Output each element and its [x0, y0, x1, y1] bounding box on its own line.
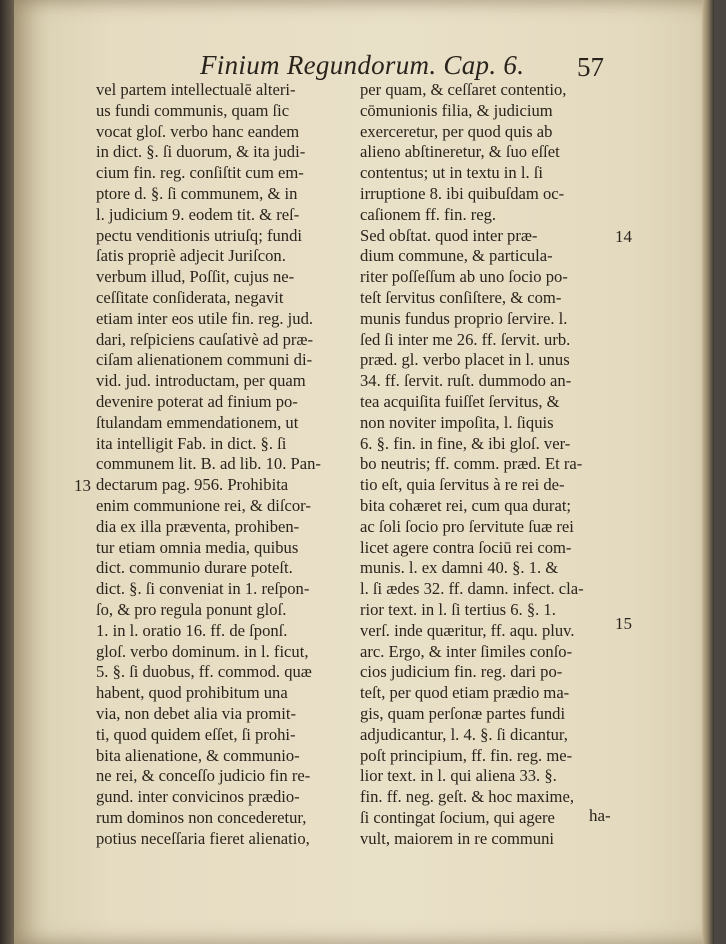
left-column-line: 5. §. ſi duobus, ff. commod. quæ	[96, 662, 312, 682]
left-column-line: ptore d. §. ſi communem, & in	[96, 183, 298, 203]
right-column-line: cōmunionis filia, & judicium	[360, 100, 553, 120]
right-column-line: vult, maiorem in re communi	[360, 828, 555, 848]
right-column-line: Sed obſtat. quod inter præ-	[360, 225, 538, 245]
right-column-line: irruptione 8. ibi quibuſdam oc-	[360, 183, 565, 203]
catchword: ha-	[589, 806, 611, 825]
right-text-column	[360, 80, 618, 849]
right-column-line: licet agere contra ſociū rei com-	[360, 537, 572, 557]
left-column-line: vid. jud. introductam, per quam	[96, 371, 306, 391]
right-column-line: munis. l. ex damni 40. §. 1. &	[360, 558, 559, 578]
right-column-line: ac ſoli ſocio pro ſervitute ſuæ rei	[360, 516, 574, 536]
right-column-line: tio eſt, quia ſervitus à re rei de-	[360, 475, 565, 495]
left-column-line: dectarum pag. 956. Prohibita	[96, 475, 289, 495]
left-column-line: vocat gloſ. verbo hanc eandem	[96, 121, 300, 141]
left-column-line: habent, quod prohibitum una	[96, 683, 288, 703]
left-column-line: dict. communio durare poteſt.	[96, 558, 293, 578]
left-column-line: devenire poterat ad finium po-	[96, 391, 298, 411]
left-column-line: 1. in l. oratio 16. ff. de ſponſ.	[96, 620, 288, 640]
left-column-line: tur etiam omnia media, quibus	[96, 537, 299, 557]
right-column-line: lior text. in l. qui aliena 33. §.	[360, 766, 557, 786]
running-title: Finium Regundorum. Cap. 6.	[200, 50, 525, 80]
right-column-line: 6. §. fin. in fine, & ibi gloſ. ver-	[360, 433, 571, 453]
left-column-line: ita intelligit Fab. in dict. §. ſi	[96, 433, 287, 453]
right-column-line: exerceretur, per quod quis ab	[360, 121, 553, 141]
left-column-line: gloſ. verbo dominum. in l. ficut,	[96, 641, 309, 661]
left-column-line: l. judicium 9. eodem tit. & reſ-	[96, 204, 300, 224]
left-column-line: dia ex illa præventa, prohiben-	[96, 516, 300, 536]
left-column-line: potius neceſſaria fieret alienatio,	[96, 828, 310, 848]
right-column-line: ſed ſi inter me 26. ff. ſervit. urb.	[360, 329, 571, 349]
left-column-line: ciſam alienationem communi di-	[96, 350, 313, 370]
right-column-line: præd. gl. verbo placet in l. unus	[360, 350, 570, 370]
right-column-line: tea acquiſita fuiſſet ſervitus, &	[360, 391, 560, 411]
page-number: 57	[577, 52, 604, 82]
right-column-line: 34. ff. ſervit. ruſt. dummodo an-	[360, 371, 572, 391]
left-column-line: via, non debet alia via promit-	[96, 703, 296, 723]
right-column-line: contentus; ut in textu in l. ſi	[360, 163, 543, 183]
right-column-line: poſt principium, ff. fin. reg. me-	[360, 745, 573, 765]
left-column-line: enim communione rei, & diſcor-	[96, 495, 311, 515]
left-column-line: vel partem intellectualē alteri-	[96, 80, 296, 99]
right-column-line: alieno abſtineretur, & ſuo eſſet	[360, 142, 560, 162]
right-column-line: teſt, per quod etiam prædio ma-	[360, 683, 570, 703]
margin-number-13: 13	[74, 476, 91, 495]
page-edge-shadow	[702, 0, 714, 944]
left-column-line: etiam inter eos utile fin. reg. jud.	[96, 308, 314, 328]
right-column-line: teſt ſervitus conſiſtere, & com-	[360, 287, 562, 307]
left-column-line: ti, quod quidem eſſet, ſi prohi-	[96, 724, 296, 744]
left-column-line: ceſſitate conſiderata, negavit	[96, 287, 284, 307]
left-column-line: gund. inter convicinos prædio-	[96, 787, 300, 807]
right-column-line: ſi contingat ſocium, qui agere	[360, 807, 555, 827]
right-column-line: per quam, & ceſſaret contentio,	[360, 80, 567, 99]
left-column-line: verbum illud, Poſſit, cujus ne-	[96, 267, 295, 287]
right-column-line: riter poſſeſſum ab uno ſocio po-	[360, 267, 568, 287]
margin-number-15: 15	[615, 614, 632, 633]
right-column-line: verſ. inde quæritur, ff. aqu. pluv.	[360, 620, 575, 640]
left-column-line: us fundi communis, quam ſic	[96, 100, 290, 120]
left-column-line: pectu venditionis utriuſq; fundi	[96, 225, 303, 245]
left-column-line: dict. §. ſi conveniat in 1. reſpon-	[96, 579, 310, 599]
right-column-line: bo neutris; ff. comm. præd. Et ra-	[360, 454, 583, 474]
left-column-line: dari, reſpiciens cauſativè ad præ-	[96, 329, 314, 349]
left-column-line: cium fin. reg. conſiſtit cum em-	[96, 163, 304, 183]
right-column-line: l. ſi ædes 32. ff. damn. infect. cla-	[360, 579, 584, 599]
right-column-line: gis, quam perſonæ partes fundi	[360, 703, 566, 723]
right-column-line: rior text. in l. ſi tertius 6. §. 1.	[360, 599, 556, 619]
right-column-line: bita cohæret rei, cum qua durat;	[360, 495, 572, 515]
right-column-line: cios judicium fin. reg. dari po-	[360, 662, 563, 682]
margin-number-14: 14	[615, 227, 632, 246]
right-column-line: dium commune, & particula-	[360, 246, 553, 266]
left-column-line: bita alienatione, & communio-	[96, 745, 300, 765]
left-column-line: ſo, & pro regula ponunt gloſ.	[96, 599, 287, 619]
left-column-line: communem lit. B. ad lib. 10. Pan-	[96, 454, 321, 474]
left-column-line: in dict. §. ſi duorum, & ita judi-	[96, 142, 306, 162]
right-column-line: non noviter impoſita, l. ſiquis	[360, 412, 554, 432]
left-column-line: ſatis propriè adjecit Juriſcon.	[96, 246, 286, 266]
left-column-line: ne rei, & conceſſo judicio fin re-	[96, 766, 311, 786]
book-spine-shadow	[0, 0, 14, 944]
left-text-column	[96, 80, 346, 849]
right-column-line: arc. Ergo, & inter ſimiles conſo-	[360, 641, 573, 661]
left-column-line: rum dominos non concederetur,	[96, 807, 307, 827]
right-column-line: adjudicantur, l. 4. §. ſi dicantur,	[360, 724, 568, 744]
right-column-line: fin. ff. neg. geſt. & hoc maxime,	[360, 787, 574, 807]
right-column-line: munis fundus proprio ſervire. l.	[360, 308, 568, 328]
left-column-line: ſtulandam emmendationem, ut	[96, 412, 299, 432]
right-column-line: caſionem ff. fin. reg.	[360, 204, 497, 224]
